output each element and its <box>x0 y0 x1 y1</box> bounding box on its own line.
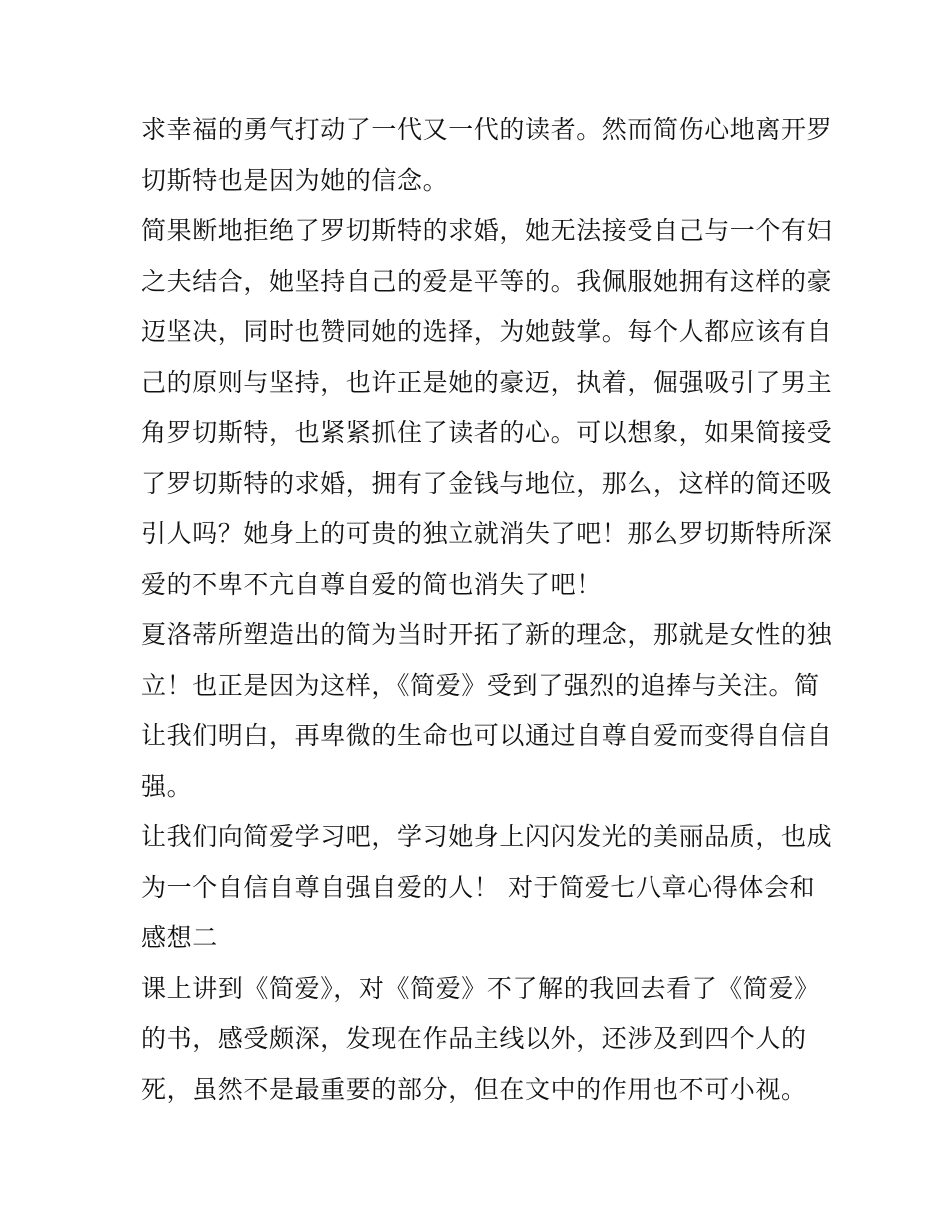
text-line: 感想二 <box>141 923 218 952</box>
text-line: 切斯特也是因为她的信念。 <box>141 165 449 195</box>
text-line: 为一个自信自尊自强自爱的人！ 对于简爱七八章心得体会和 <box>141 872 816 902</box>
document-body <box>141 105 833 1115</box>
text-line: 强。 <box>141 771 193 801</box>
text-line: 让我们明白，再卑微的生命也可以通过自尊自爱而变得自信自 <box>141 721 833 750</box>
text-line: 引人吗？她身上的可贵的独立就消失了吧！那么罗切斯特所深 <box>141 519 833 548</box>
text-line: 爱的不卑不亢自尊自爱的简也消失了吧！ <box>141 569 602 599</box>
text-line: 迈坚决，同时也赞同她的选择，为她鼓掌。每个人都应该有自 <box>141 317 833 346</box>
text-line: 己的原则与坚持，也许正是她的豪迈，执着，倔强吸引了男主 <box>141 367 833 397</box>
text-line: 简果断地拒绝了罗切斯特的求婚，她无法接受自己与一个有妇 <box>141 216 833 245</box>
text-line: 了罗切斯特的求婚，拥有了金钱与地位，那么，这样的简还吸 <box>141 468 833 498</box>
text-line: 让我们向简爱学习吧，学习她身上闪闪发光的美丽品质，也成 <box>141 822 833 851</box>
text-line: 立！也正是因为这样，《简爱》受到了强烈的追捧与关注。简 <box>141 670 820 700</box>
text-line: 的书，感受颇深，发现在作品主线以外，还涉及到四个人的 <box>141 1024 807 1053</box>
text-line: 角罗切斯特，也紧紧抓住了读者的心。可以想象，如果简接受 <box>141 418 833 447</box>
text-line: 之夫结合，她坚持自己的爱是平等的。我佩服她拥有这样的豪 <box>141 266 833 296</box>
text-line: 课上讲到《简爱》，对《简爱》不了解的我回去看了《简爱》 <box>141 973 820 1003</box>
text-line: 死，虽然不是最重要的部分，但在文中的作用也不可小视。 <box>141 1074 807 1104</box>
text-line: 求幸福的勇气打动了一代又一代的读者。然而简伤心地离开罗 <box>141 115 833 144</box>
text-line: 夏洛蒂所塑造出的简为当时开拓了新的理念，那就是女性的独 <box>141 620 833 649</box>
